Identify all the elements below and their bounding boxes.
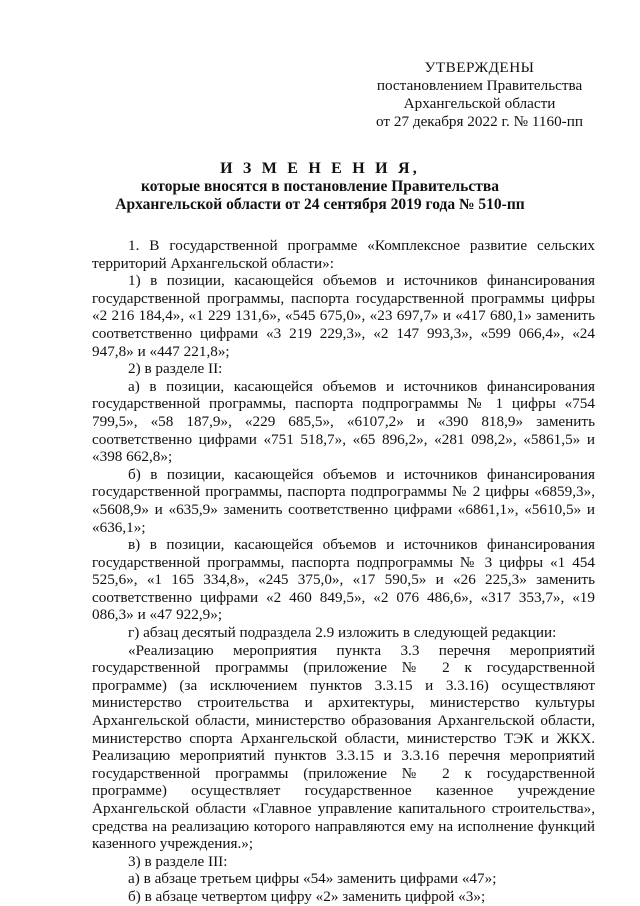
paragraph-subitem-2a: а) в позиции, касающейся объемов и источников финансирования государственной программы, паспорта подпрограммы № 1 цифры «754 799,5», «58 187,9», «229 685,5», «6107,2» и «390 818,9» заменить соответственно цифрами «751 518,7», «65 896,2», «281 098,2», «5861,5» и «398 662,8»; bbox=[92, 377, 595, 466]
approval-stamp bbox=[376, 59, 583, 131]
approval-title: УТВЕРЖДЕНЫ bbox=[424, 59, 535, 76]
document-body bbox=[92, 237, 595, 906]
paragraph-subitem-3b: б) в абзаце четвертом цифру «2» заменить цифрой «3»; bbox=[128, 887, 486, 905]
paragraph-subitem-3a: а) в абзаце третьем цифры «54» заменить цифрами «47»; bbox=[128, 870, 497, 888]
heading-line-2: Архангельской области от 24 сентября 2019 года № 510-пп bbox=[115, 196, 525, 213]
paragraph-quoted-text: «Реализацию мероприятия пункта 3.3 перечня мероприятий государственной программы (приложение № 2 к государственной программе) (за исключением пунктов 3.3.15 и 3.3.16) осуществляют министерство строительства и архитектуры, министерство культуры Архангельской области, министерство образования Архангельской области, министерство спорта Архангельской области, министерство ТЭК и ЖКХ. Реализацию мероприятий пунктов 3.3.15 и 3.3.16 перечня мероприятий государственной программы (приложение № 2 к государственной программе) осуществляет государственное казенное учреждение Архангельской области «Главное управление капитального строительства», средства на реализацию которого направляются ему на исполнение функций казенного учреждения.»; bbox=[92, 641, 595, 853]
document-heading bbox=[0, 160, 640, 214]
heading-title: И З М Е Н Е Н И Я, bbox=[220, 160, 420, 177]
paragraph-subitem-3: 3) в разделе III: bbox=[128, 852, 228, 870]
approval-line-1: постановлением Правительства bbox=[376, 77, 583, 94]
paragraph-subitem-1: 1) в позиции, касающейся объемов и источников финансирования государственной программы, паспорта государственной программы цифры «2 216 184,4», «1 229 131,6», «545 675,0», «23 697,7» и «417 680,1» заменить соответственно цифрами «3 219 229,3», «2 147 993,3», «599 066,4», «24 947,8» и «447 221,8»; bbox=[92, 272, 595, 360]
approval-line-2: Архангельской области bbox=[403, 95, 556, 112]
paragraph-subitem-2: 2) в разделе II: bbox=[128, 360, 223, 378]
paragraph-item-1: 1. В государственной программе «Комплексное развитие сельских территорий Архангельской области»: bbox=[92, 237, 595, 272]
heading-line-1: которые вносятся в постановление Правительства bbox=[141, 178, 499, 195]
paragraph-subitem-2g: г) абзац десятый подраздела 2.9 изложить в следующей редакции: bbox=[128, 624, 557, 642]
paragraph-subitem-2b: б) в позиции, касающейся объемов и источников финансирования государственной программы, паспорта подпрограммы № 2 цифры «6859,3», «5608,9» и «635,9» заменить соответственно цифрами «6861,1», «5610,5» и «636,1»; bbox=[92, 465, 595, 536]
approval-line-3: от 27 декабря 2022 г. № 1160-пп bbox=[376, 113, 583, 130]
paragraph-subitem-2v: в) в позиции, касающейся объемов и источников финансирования государственной программы, паспорта подпрограммы № 3 цифры «1 454 525,6», «1 165 334,8», «245 375,0», «17 590,5» и «26 225,3» заменить соответственно цифрами «2 460 849,5», «2 076 486,6», «317 353,7», «19 086,3» и «47 922,9»; bbox=[92, 536, 595, 624]
